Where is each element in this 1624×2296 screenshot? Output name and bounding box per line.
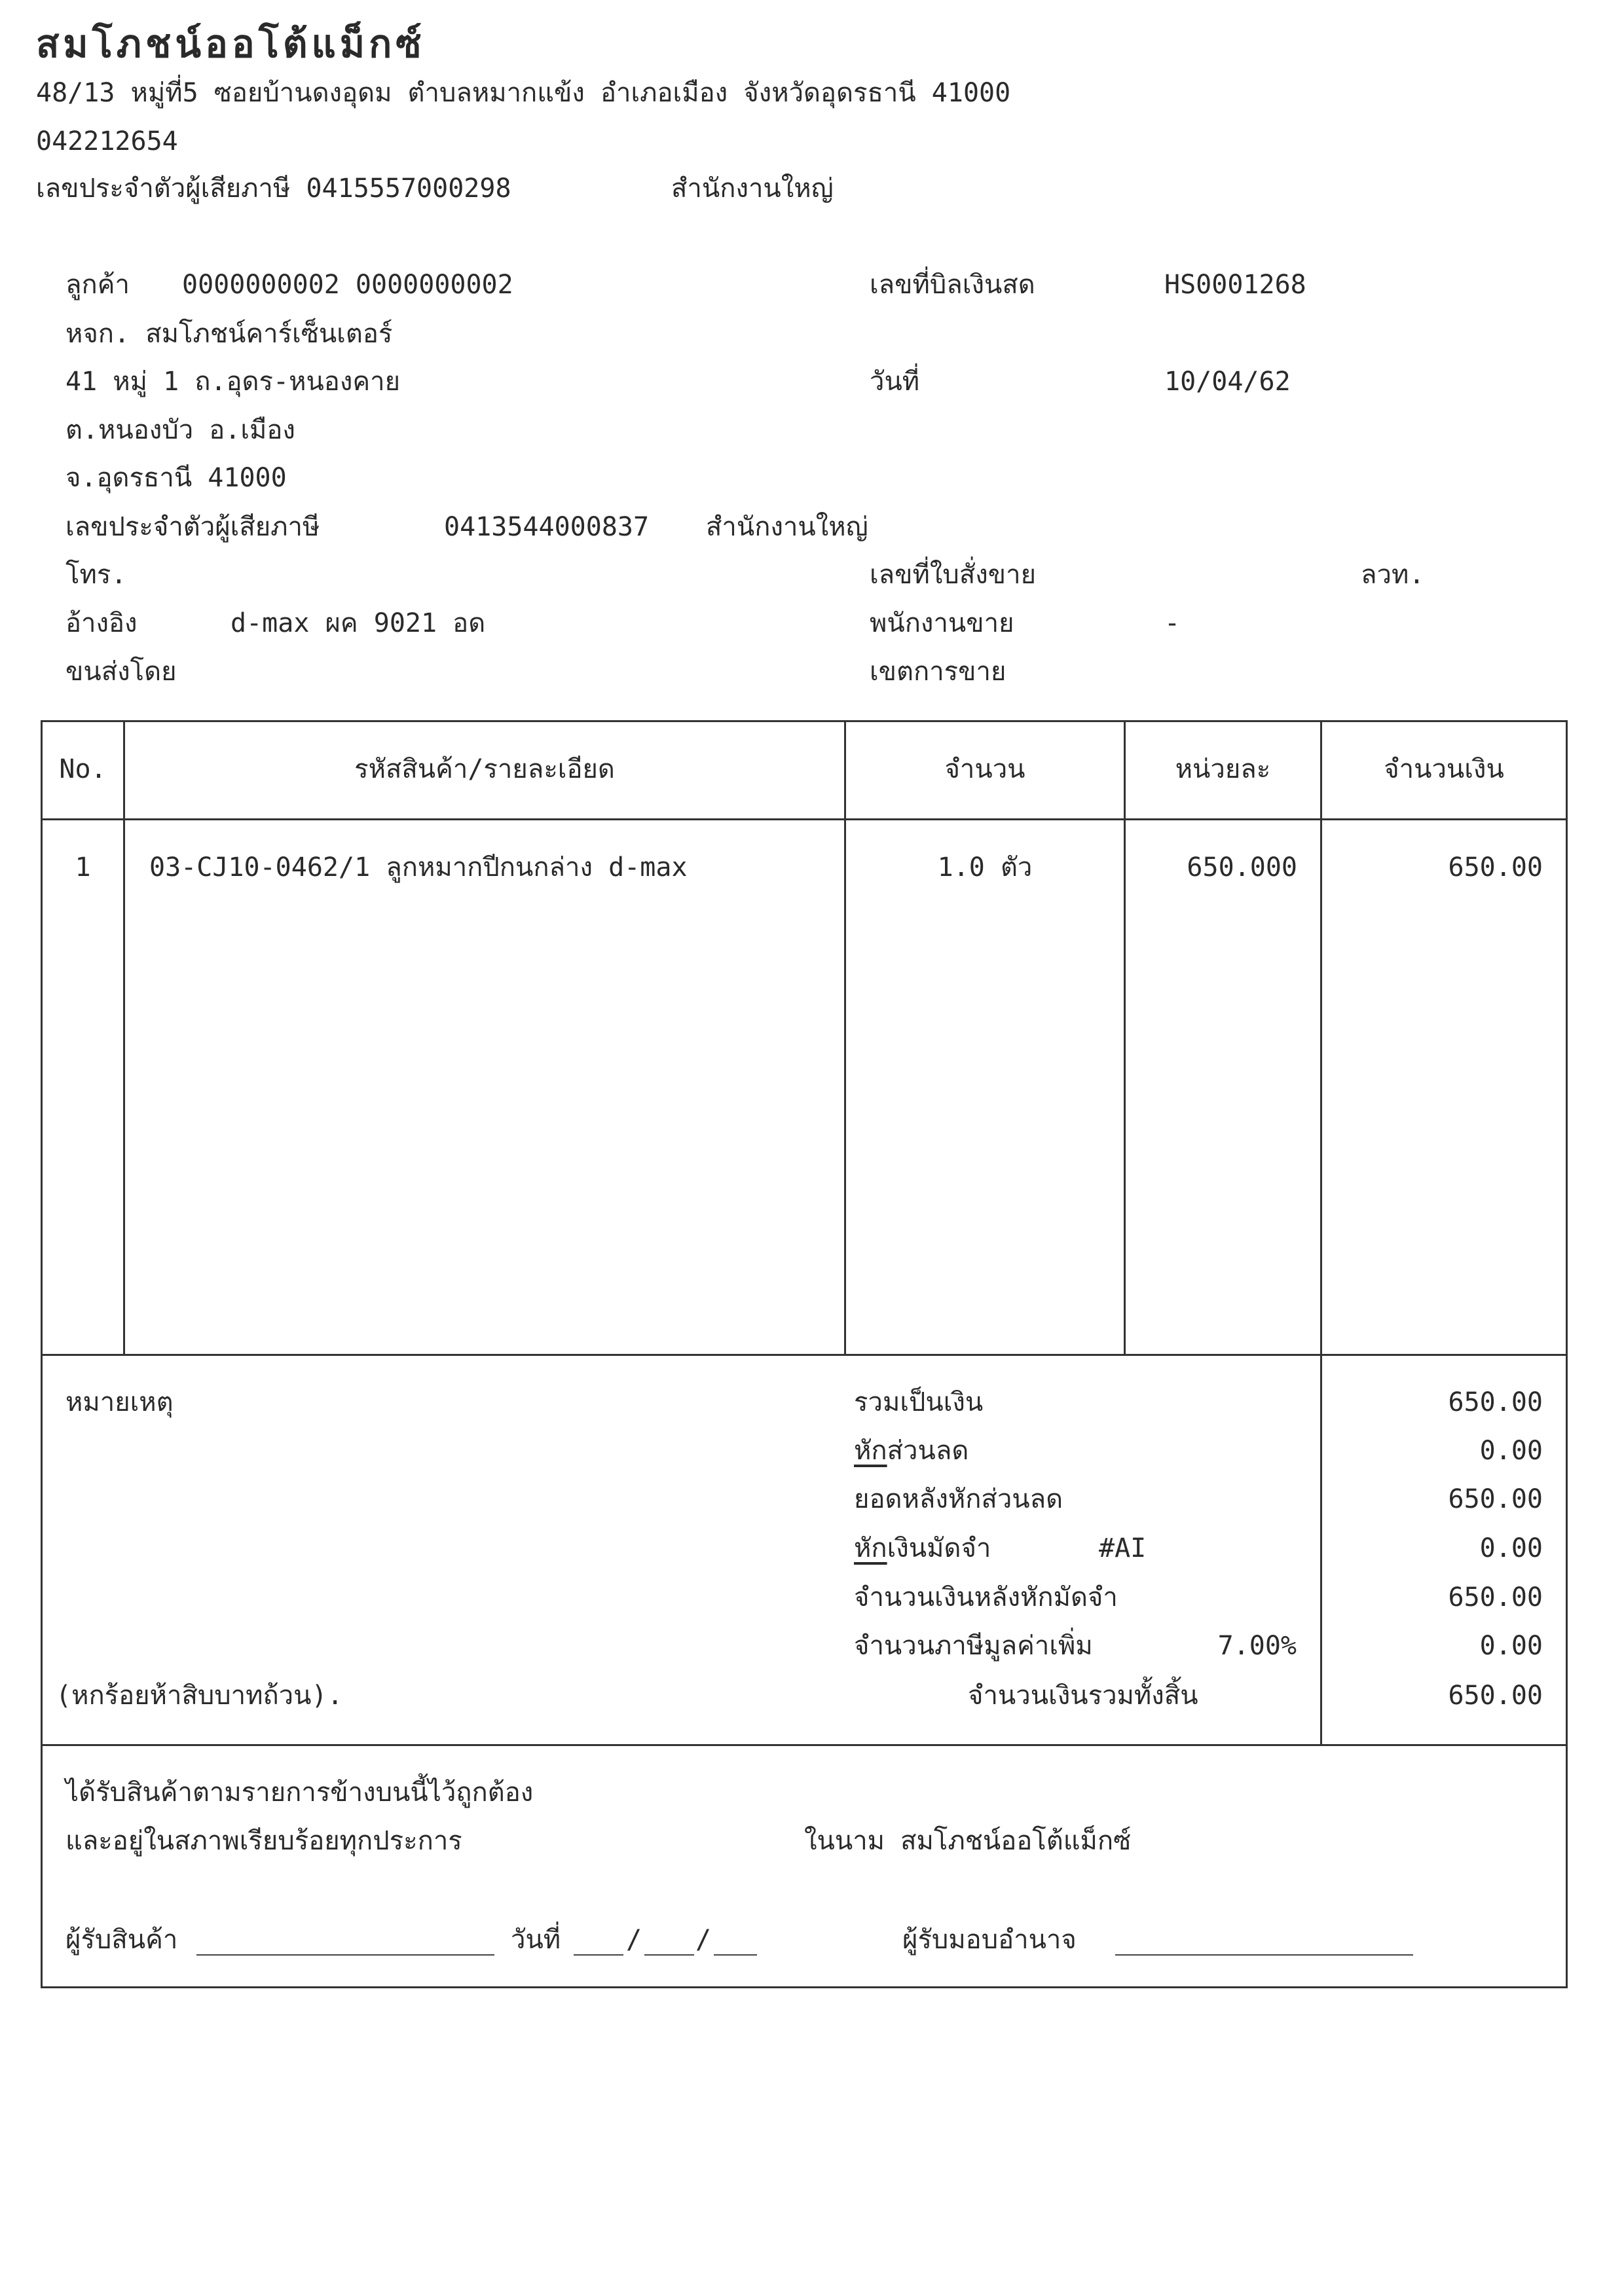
amount-in-words: (หกร้อยห้าสิบบาทถ้วน). bbox=[56, 1681, 343, 1711]
customer-address-2: ต.หนองบัว อ.เมือง bbox=[65, 415, 295, 445]
bill-number-value: HS0001268 bbox=[1164, 270, 1306, 300]
vat-value: 0.00 bbox=[1479, 1631, 1543, 1661]
authorized-signature-line bbox=[1115, 1954, 1413, 1956]
col-divider-desc bbox=[844, 720, 846, 1354]
customer-tax-label: เลขประจำตัวผู้เสียภาษี bbox=[65, 512, 320, 542]
on-behalf-of: ในนาม สมโภชน์ออโต้แม็กซ์ bbox=[804, 1826, 1132, 1856]
vat-label: จำนวนภาษีมูลค่าเพิ่ม bbox=[854, 1631, 1093, 1661]
total-value: 650.00 bbox=[1448, 1681, 1543, 1711]
receive-date-day-line bbox=[574, 1954, 623, 1956]
table-bottom-border bbox=[41, 1354, 1568, 1356]
after-deposit-value: 650.00 bbox=[1448, 1582, 1543, 1613]
customer-branch: สำนักงานใหญ่ bbox=[706, 512, 868, 542]
customer-reference-label: อ้างอิง bbox=[65, 608, 138, 638]
receive-date-month-line bbox=[644, 1954, 694, 1956]
customer-address-1: 41 หมู่ 1 ถ.อุดร-หนองคาย bbox=[65, 367, 401, 397]
remark-label: หมายเหตุ bbox=[65, 1387, 174, 1417]
summary-bottom-border bbox=[41, 1744, 1568, 1746]
right-border bbox=[1566, 720, 1568, 1988]
vat-rate: 7.00% bbox=[1217, 1631, 1297, 1661]
shipping-label: ขนส่งโดย bbox=[65, 657, 177, 687]
customer-address-3: จ.อุดรธานี 41000 bbox=[65, 463, 287, 493]
company-name: สมโภชน์ออโต้แม็กซ์ bbox=[36, 22, 426, 66]
deposit-code: #AI bbox=[1099, 1533, 1147, 1563]
customer-label: ลูกค้า bbox=[65, 270, 130, 300]
received-line-2: และอยู่ในสภาพเรียบร้อยทุกประการ bbox=[65, 1826, 462, 1856]
col-divider-no bbox=[123, 720, 125, 1354]
receive-date-year-line bbox=[714, 1954, 757, 1956]
table-top-border bbox=[41, 720, 1568, 722]
row-no: 1 bbox=[75, 852, 91, 883]
bill-date-value: 10/04/62 bbox=[1164, 367, 1291, 397]
deposit-text: เงินมัดจำ bbox=[887, 1533, 991, 1563]
received-line-1: ได้รับสินค้าตามรายการข้างบนนี้ไว้ถูกต้อง bbox=[65, 1777, 534, 1808]
left-border bbox=[41, 720, 43, 1988]
footer-bottom-border bbox=[41, 1986, 1568, 1988]
sales-area-label: เขตการขาย bbox=[870, 657, 1006, 687]
company-address: 48/13 หมู่ที่5 ซอยบ้านดงอุดม ตำบลหมากแข้ง อำเภอเมือง จังหวัดอุดรธานี 41000 bbox=[36, 78, 1011, 108]
authorized-label: ผู้รับมอบอำนาจ bbox=[902, 1925, 1077, 1955]
customer-name: หจก. สมโภชน์คาร์เซ็นเตอร์ bbox=[65, 319, 393, 349]
deposit-label bbox=[854, 1535, 991, 1561]
header-no: No. bbox=[59, 754, 107, 784]
receive-date-label: วันที่ bbox=[511, 1925, 561, 1955]
customer-phone-label: โทร. bbox=[65, 560, 127, 590]
deposit-prefix: หัก bbox=[854, 1533, 887, 1563]
row-amount: 650.00 bbox=[1448, 852, 1543, 883]
row-unit-price: 650.000 bbox=[1187, 852, 1297, 883]
deposit-value: 0.00 bbox=[1479, 1533, 1543, 1563]
sales-order-value: ลวท. bbox=[1361, 560, 1425, 590]
row-quantity: 1.0 ตัว bbox=[937, 852, 1033, 883]
company-branch: สำนักงานใหญ่ bbox=[671, 173, 834, 204]
after-deposit-label: จำนวนเงินหลังหักมัดจำ bbox=[854, 1582, 1118, 1613]
receiver-label: ผู้รับสินค้า bbox=[65, 1925, 178, 1955]
receive-date-separator-2: / bbox=[695, 1925, 712, 1955]
discount-value: 0.00 bbox=[1479, 1436, 1543, 1466]
bill-number-label: เลขที่บิลเงินสด bbox=[870, 270, 1035, 300]
customer-code: 0000000002 0000000002 bbox=[182, 270, 513, 300]
salesperson-label: พนักงานขาย bbox=[870, 608, 1014, 638]
total-label: จำนวนเงินรวมทั้งสิ้น bbox=[968, 1681, 1198, 1711]
bill-date-label: วันที่ bbox=[870, 367, 920, 397]
discount-prefix: หัก bbox=[854, 1436, 887, 1466]
header-description: รหัสสินค้า/รายละเอียด bbox=[354, 754, 615, 784]
company-tax-id: เลขประจำตัวผู้เสียภาษี 0415557000298 bbox=[36, 173, 511, 204]
table-header-border bbox=[41, 818, 1568, 820]
salesperson-value: - bbox=[1164, 608, 1181, 638]
customer-reference-value: d-max ผค 9021 อด bbox=[231, 608, 486, 638]
receiver-signature-line bbox=[196, 1954, 494, 1956]
customer-tax-id: 0413544000837 bbox=[444, 512, 650, 542]
company-phone: 042212654 bbox=[36, 126, 178, 156]
subtotal-value: 650.00 bbox=[1448, 1387, 1543, 1417]
receive-date-separator-1: / bbox=[626, 1925, 642, 1955]
header-quantity: จำนวน bbox=[944, 754, 1025, 784]
after-discount-value: 650.00 bbox=[1448, 1484, 1543, 1514]
header-unit-price: หน่วยละ bbox=[1175, 754, 1271, 784]
col-divider-qty bbox=[1124, 720, 1126, 1354]
discount-text: ส่วนลด bbox=[887, 1436, 969, 1466]
subtotal-label: รวมเป็นเงิน bbox=[854, 1387, 984, 1417]
row-description: 03-CJ10-0462/1 ลูกหมากปีกนกล่าง d-max bbox=[149, 852, 688, 883]
header-amount: จำนวนเงิน bbox=[1384, 754, 1504, 784]
discount-label bbox=[854, 1438, 969, 1464]
after-discount-label: ยอดหลังหักส่วนลด bbox=[854, 1484, 1063, 1514]
sales-order-label: เลขที่ใบสั่งขาย bbox=[870, 560, 1037, 590]
